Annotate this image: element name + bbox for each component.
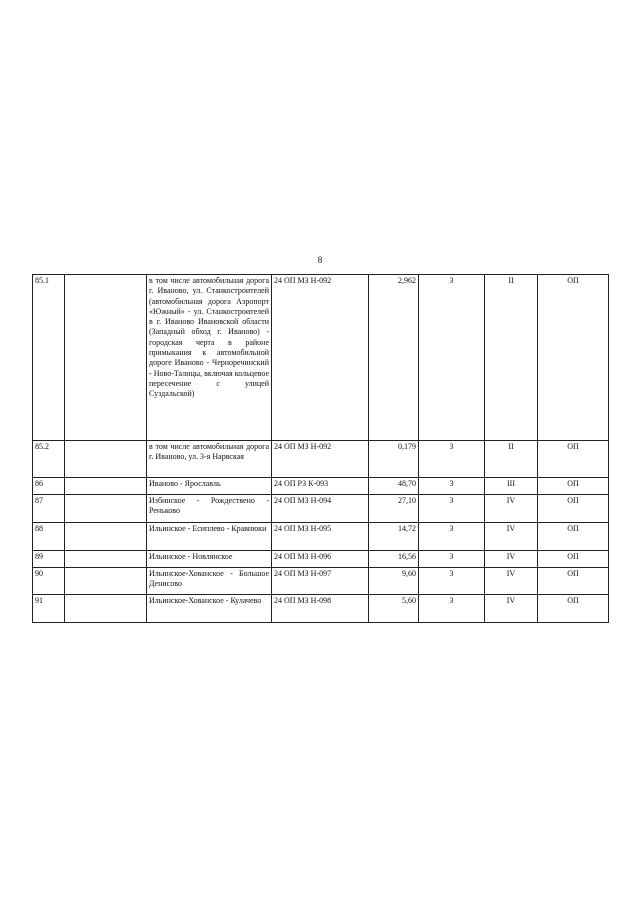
row-number: 87 bbox=[33, 495, 65, 523]
roads-table bbox=[32, 274, 609, 623]
road-type: ОП bbox=[538, 551, 609, 568]
road-code: 24 ОП МЗ Н-097 bbox=[272, 568, 369, 595]
road-length: 5,60 bbox=[369, 595, 419, 623]
row-region bbox=[65, 478, 147, 495]
road-code: 24 ОП МЗ Н-092 bbox=[272, 441, 369, 478]
road-length: 48,70 bbox=[369, 478, 419, 495]
road-name: в том числе автомобильная дорога г. Иваново, ул. Станкостроителей (автомобильная дорога Аэропорт «Южный» - ул. Станкостроителей в г. Иваново Ивановской области (Западный обход г. Иваново) - городская черта в районе примыкания к автомобильной дороге Иваново - Черноречинский - Ново-Талицы, включая кольцевое пересечение с улицей Суздальской) bbox=[147, 275, 272, 441]
road-length: 0,179 bbox=[369, 441, 419, 478]
road-name: Иваново - Ярославль bbox=[147, 478, 272, 495]
road-category: IV bbox=[485, 523, 538, 551]
road-name: в том числе автомобильная дорога г. Иваново, ул. 3-я Нарвская bbox=[147, 441, 272, 478]
road-type: ОП bbox=[538, 478, 609, 495]
road-category: IV bbox=[485, 568, 538, 595]
road-code: 24 ОП МЗ Н-092 bbox=[272, 275, 369, 441]
road-type: ОП bbox=[538, 595, 609, 623]
road-length: 9,60 bbox=[369, 568, 419, 595]
row-region bbox=[65, 441, 147, 478]
road-length: 16,56 bbox=[369, 551, 419, 568]
road-category: IV bbox=[485, 495, 538, 523]
road-category: III bbox=[485, 478, 538, 495]
row-number: 89 bbox=[33, 551, 65, 568]
row-region bbox=[65, 495, 147, 523]
row-number: 85.2 bbox=[33, 441, 65, 478]
row-region bbox=[65, 523, 147, 551]
road-code: 24 ОП МЗ Н-094 bbox=[272, 495, 369, 523]
road-name: Избинское - Рождествено - Реньково bbox=[147, 495, 272, 523]
row-region bbox=[65, 568, 147, 595]
road-lanes: 3 bbox=[419, 523, 485, 551]
table-row bbox=[33, 495, 609, 523]
road-length: 27,10 bbox=[369, 495, 419, 523]
road-length: 14,72 bbox=[369, 523, 419, 551]
road-code: 24 ОП МЗ Н-096 bbox=[272, 551, 369, 568]
road-length: 2,962 bbox=[369, 275, 419, 441]
table-row bbox=[33, 595, 609, 623]
road-lanes: 3 bbox=[419, 495, 485, 523]
road-name: Ильинское - Новлянское bbox=[147, 551, 272, 568]
road-lanes: 3 bbox=[419, 551, 485, 568]
table-row bbox=[33, 523, 609, 551]
road-lanes: 3 bbox=[419, 441, 485, 478]
road-type: ОП bbox=[538, 495, 609, 523]
road-type: ОП bbox=[538, 441, 609, 478]
road-category: IV bbox=[485, 595, 538, 623]
table-row bbox=[33, 275, 609, 441]
road-code: 24 ОП МЗ Н-095 bbox=[272, 523, 369, 551]
row-number: 91 bbox=[33, 595, 65, 623]
table-row bbox=[33, 478, 609, 495]
table-row bbox=[33, 441, 609, 478]
road-lanes: 3 bbox=[419, 478, 485, 495]
road-name: Ильинское-Хованское - Кулачево bbox=[147, 595, 272, 623]
row-number: 86 bbox=[33, 478, 65, 495]
road-type: ОП bbox=[538, 275, 609, 441]
road-category: II bbox=[485, 441, 538, 478]
road-name: Ильинское - Есиплево - Кравнюки bbox=[147, 523, 272, 551]
row-number: 88 bbox=[33, 523, 65, 551]
row-number: 90 bbox=[33, 568, 65, 595]
table-row bbox=[33, 551, 609, 568]
road-type: ОП bbox=[538, 523, 609, 551]
row-region bbox=[65, 595, 147, 623]
row-region bbox=[65, 551, 147, 568]
page-number: 8 bbox=[317, 255, 323, 265]
road-name: Ильинское-Хованское - Большое Денисово bbox=[147, 568, 272, 595]
road-category: II bbox=[485, 275, 538, 441]
row-region bbox=[65, 275, 147, 441]
road-code: 24 ОП РЗ К-093 bbox=[272, 478, 369, 495]
road-lanes: 3 bbox=[419, 568, 485, 595]
row-number: 85.1 bbox=[33, 275, 65, 441]
road-code: 24 ОП МЗ Н-098 bbox=[272, 595, 369, 623]
road-type: ОП bbox=[538, 568, 609, 595]
road-lanes: 3 bbox=[419, 275, 485, 441]
road-lanes: 3 bbox=[419, 595, 485, 623]
table-row bbox=[33, 568, 609, 595]
road-category: IV bbox=[485, 551, 538, 568]
